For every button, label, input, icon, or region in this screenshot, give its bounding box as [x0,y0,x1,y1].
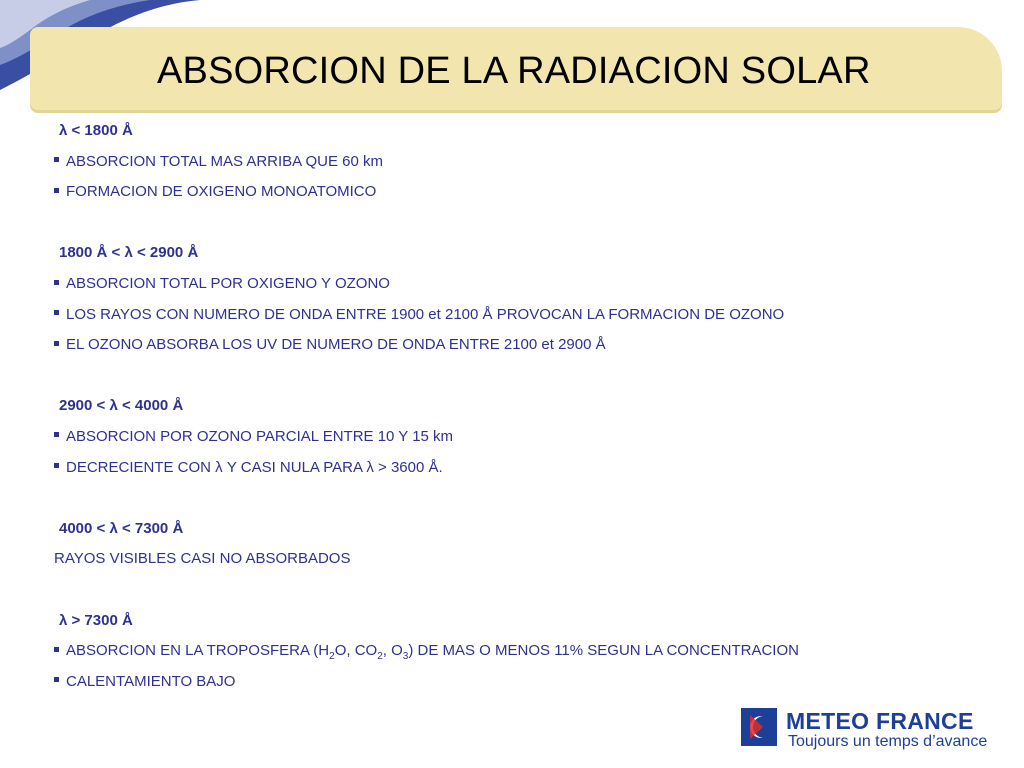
bullet-item: LOS RAYOS CON NUMERO DE ONDA ENTRE 1900 et 2100 Å PROVOCAN LA FORMACION DE OZONO [54,300,994,331]
section-heading: 4000 < λ < 7300 Å [59,519,184,537]
bullet-item: CALENTAMIENTO BAJO [54,667,994,698]
section-heading: λ > 7300 Å [59,611,133,629]
bullet-item: ABSORCION TOTAL POR OXIGENO Y OZONO [54,269,994,300]
bullet-item-troposfera: ABSORCION EN LA TROPOSFERA ($H_2O$, $CO_2$, $O_3$) DE MAS O MENOS 11% SEGUN LA CONCENTRACION [54,636,994,667]
logo-tagline: Toujours un temps d’avance [788,733,988,750]
bullet-item: EL OZONO ABSORBA LOS UV DE NUMERO DE ONDA ENTRE 2100 et 2900 Å [54,330,994,361]
section-heading: λ < 1800 Å [59,122,133,139]
plain-text: RAYOS VISIBLES CASI NO ABSORBADOS [54,550,351,568]
bullet-item: ABSORCION POR OZONO PARCIAL ENTRE 10 Y 15 km [54,422,994,453]
section-heading: 2900 < λ < 4000 Å [59,397,184,415]
bullet-item: FORMACION DE OXIGENO MONOATOMICO [54,177,994,208]
slide-title: ABSORCION DE LA RADIACION SOLAR [157,50,871,92]
section-heading: 1800 Å < λ < 2900 Å [59,244,199,262]
logo-name: METEO FRANCE [786,708,974,734]
bullet-item: DECRECIENTE CON λ Y CASI NULA PARA λ > 3600 Å. [54,453,994,484]
slide-content [54,116,994,697]
meteo-france-logo-icon [741,708,777,746]
bullet-item: ABSORCION TOTAL MAS ARRIBA QUE 60 km [54,147,994,178]
